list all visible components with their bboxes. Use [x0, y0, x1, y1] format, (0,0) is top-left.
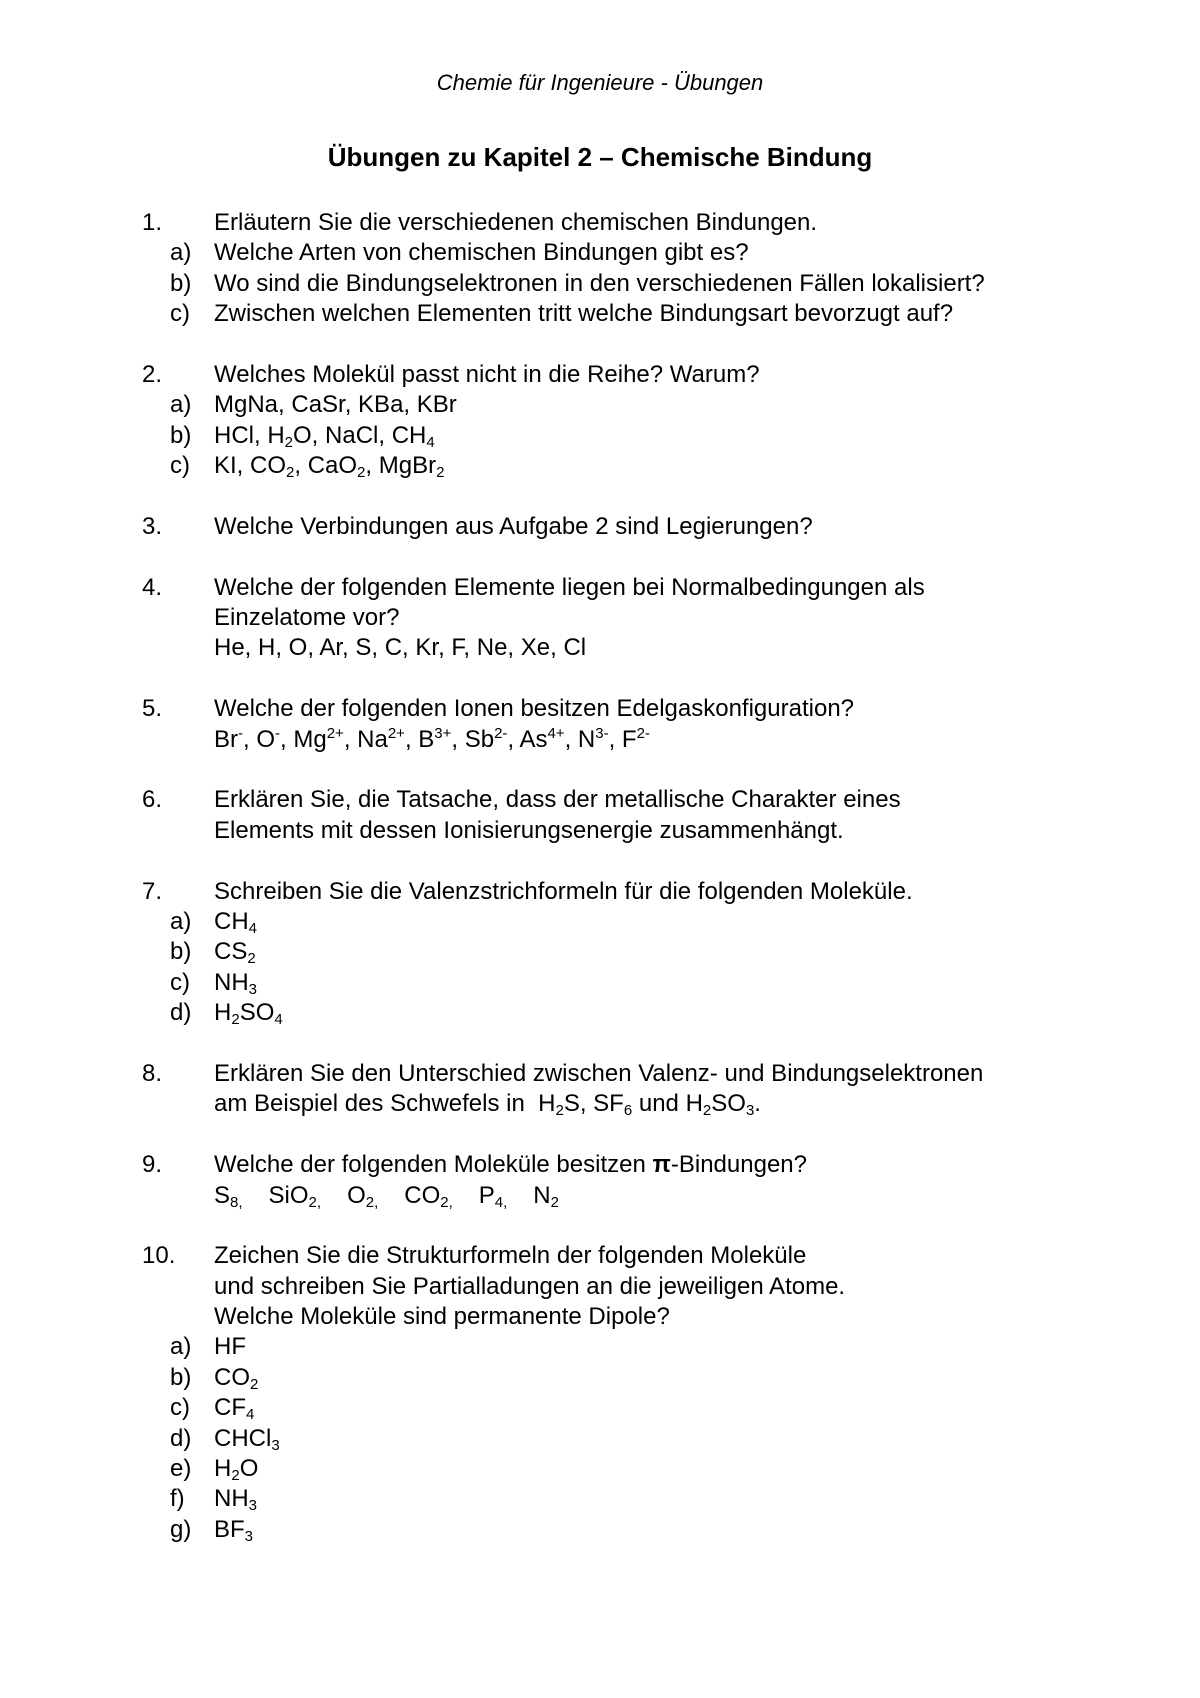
element-list: He, H, O, Ar, S, C, Kr, F, Ne, Xe, Cl	[214, 634, 587, 662]
question-text: Welche Verbindungen aus Aufgabe 2 sind Legierungen?	[214, 512, 813, 540]
formula-list: KI, $CO_2$, CaO$_2$, MgBr$_2$	[214, 452, 445, 482]
question-4	[0, 573, 1200, 664]
subquestion-label: d)	[170, 1424, 192, 1452]
question-text: Welche der folgenden Elemente liegen bei Normalbedingungen als	[214, 573, 925, 601]
question-10	[0, 1241, 1200, 1545]
formula: $BF_3$	[214, 1515, 254, 1545]
question-text: am Beispiel des Schwefels in $H_2S$, $SF_6$ und $H_2SO_3$.	[214, 1090, 761, 1120]
question-text: Erklären Sie, die Tatsache, dass der metallische Charakter eines	[214, 786, 901, 814]
subquestion-label: g)	[170, 1515, 192, 1543]
question-5	[0, 694, 1200, 755]
subquestion-text: MgNa, CaSr, KBa, KBr	[214, 391, 457, 419]
question-1	[0, 208, 1200, 330]
question-number: 4.	[142, 573, 163, 601]
question-6	[0, 785, 1200, 846]
question-8	[0, 1059, 1200, 1120]
formula: $H_2SO_4$	[214, 999, 283, 1029]
subquestion-label: a)	[170, 1333, 192, 1361]
question-text: Erläutern Sie die verschiedenen chemischen Bindungen.	[214, 209, 818, 236]
question-text: Zeichen Sie die Strukturformeln der folgenden Moleküle	[214, 1242, 807, 1270]
question-number: 3.	[142, 512, 163, 540]
subquestion-label: a)	[170, 391, 192, 419]
subquestion-label: c)	[170, 968, 190, 996]
subquestion-text: Zwischen welchen Elementen tritt welche Bindungsart bevorzugt auf?	[214, 300, 954, 328]
formula: CHCl$_3$	[214, 1424, 280, 1454]
subquestion-label: e)	[170, 1455, 192, 1483]
formula: $NH_3$	[214, 1485, 258, 1515]
subquestion-label: b)	[170, 1363, 192, 1391]
subquestion-label: f)	[170, 1485, 185, 1513]
question-number: 6.	[142, 786, 163, 814]
question-text: Schreiben Sie die Valenzstrichformeln für die folgenden Moleküle.	[214, 877, 913, 905]
question-text: Welche der folgenden Moleküle besitzen π-Bindungen?	[214, 1151, 807, 1179]
subquestion-label: a)	[170, 907, 192, 935]
formula-list: $S_{8,}$ SiO$_{2,}$ $O_{2,}$ $CO_{2,}$ $P_{4,}$ $N_2$	[214, 1181, 559, 1211]
question-text: Elements mit dessen Ionisierungsenergie zusammenhängt.	[214, 816, 844, 844]
ion-list: Br-, O-, $Mg^{2+}$, $Na^{2+}$, $B^{3+}$, $Sb^{2-}$, $As^{4+}$, $N^{3-}$, $F^{2-}$	[214, 724, 650, 753]
question-number: 2.	[142, 360, 163, 388]
question-2	[0, 360, 1200, 482]
question-3	[0, 512, 1200, 542]
question-number: 1.	[142, 209, 163, 236]
formula: HF	[214, 1333, 246, 1361]
question-text: Welches Molekül passt nicht in die Reihe? Warum?	[214, 360, 760, 388]
page-title: Übungen zu Kapitel 2 – Chemische Bindung	[327, 142, 873, 172]
subquestion-label: a)	[170, 239, 192, 267]
question-number: 10.	[142, 1242, 176, 1270]
formula: $H_2O$	[214, 1455, 259, 1485]
question-number: 5.	[142, 695, 163, 723]
subquestion-text: Wo sind die Bindungselektronen in den verschiedenen Fällen lokalisiert?	[214, 269, 985, 297]
question-7	[0, 877, 1200, 1029]
subquestion-text: Welche Arten von chemischen Bindungen gibt es?	[214, 239, 749, 267]
formula-list: HCl, $H_2O$, NaCl, $CH_4$	[214, 421, 435, 451]
question-text: Einzelatome vor?	[214, 604, 400, 632]
question-number: 8.	[142, 1059, 163, 1087]
question-text: Welche der folgenden Ionen besitzen Edelgaskonfiguration?	[214, 695, 855, 723]
formula: $CF_4$	[214, 1394, 255, 1424]
question-text: Welche Moleküle sind permanente Dipole?	[214, 1303, 670, 1331]
formula: $CS_2$	[214, 938, 256, 968]
question-number: 7.	[142, 877, 163, 905]
subquestion-label: c)	[170, 1394, 190, 1422]
subquestion-label: b)	[170, 938, 192, 966]
page-header: Chemie für Ingenieure - Übungen	[436, 70, 764, 95]
formula: $CH_4$	[214, 907, 258, 937]
subquestion-label: c)	[170, 452, 190, 480]
subquestion-label: d)	[170, 999, 192, 1027]
question-9	[0, 1150, 1200, 1211]
question-text: Erklären Sie den Unterschied zwischen Valenz- und Bindungselektronen	[214, 1059, 984, 1087]
formula: $CO_2$	[214, 1363, 259, 1393]
subquestion-label: c)	[170, 300, 190, 328]
question-text: und schreiben Sie Partialladungen an die jeweiligen Atome.	[214, 1272, 846, 1300]
formula: $NH_3$	[214, 968, 258, 998]
subquestion-label: b)	[170, 421, 192, 449]
question-number: 9.	[142, 1151, 163, 1179]
exercise-list	[0, 208, 1200, 1576]
subquestion-label: b)	[170, 269, 192, 297]
